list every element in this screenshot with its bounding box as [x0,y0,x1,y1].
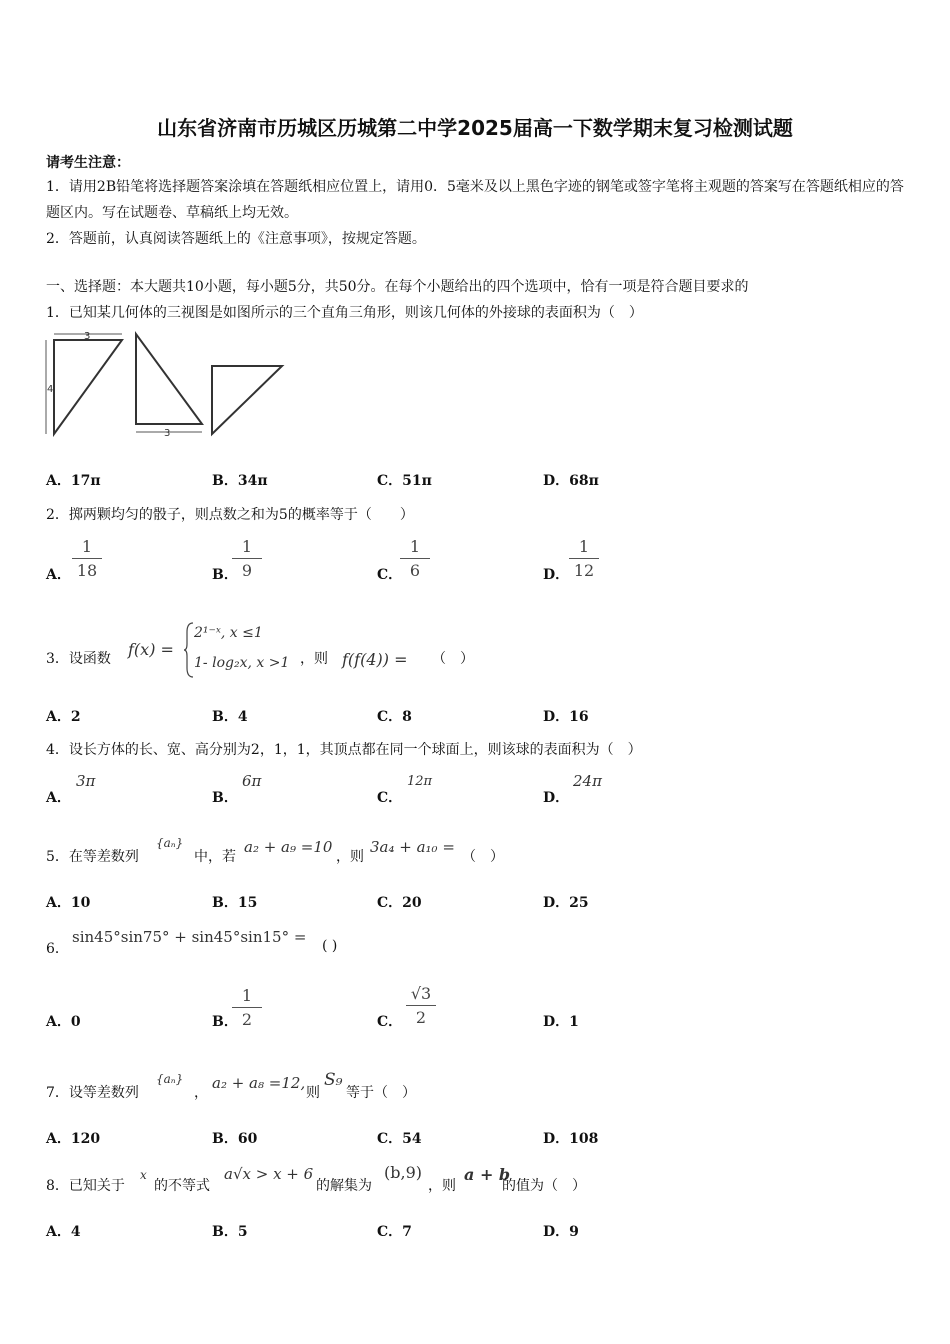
q8-suffix: 的值为（ ） [502,1178,586,1194]
q4-b-value: 6π [242,772,262,790]
q6-option-d: D．1 [543,1014,579,1030]
q3-suffix: （ ） [432,651,474,667]
q4-a-value: 3π [76,772,96,790]
q1-option-a: A．17π [46,473,101,489]
q5-text-3: ，则 [336,849,364,865]
question-7-prefix: 7．设等差数列 [46,1085,139,1101]
q2-option-a: A． [46,567,71,583]
three-view-figure [40,328,290,440]
q7-option-d: D．108 [543,1131,599,1147]
fig-side-label: 4 [47,384,54,395]
q3-case-1: 2¹⁻ˣ, x ≤1 [194,625,263,641]
notice-item-2: 2．答题前，认真阅读答题纸上的《注意事项》，按规定答题。 [46,231,426,247]
q4-option-a: A． [46,790,71,806]
q3-option-c: C．8 [377,709,412,725]
q8-option-c: C．7 [377,1224,412,1240]
q2-option-b: B． [212,567,238,583]
q8-a-plus-b: a + b [464,1165,511,1184]
q8-option-b: B．5 [212,1224,248,1240]
q7-sequence: {aₙ} [156,1072,184,1086]
q2-option-c: C． [377,567,403,583]
q5-suffix: （ ） [462,849,504,865]
q8-solution-set: (b,9) [384,1163,422,1182]
question-3-prefix: 3．设函数 [46,651,111,667]
q5-sequence: {aₙ} [156,836,184,850]
q8-variable: x [140,1168,147,1182]
q6-c-fraction: $\frac{√3}{2}$ [406,984,436,1027]
q7-text-2: ， [194,1085,208,1101]
q6-b-fraction: $\frac{1}{2}$ [232,986,262,1029]
q3-option-a: A．2 [46,709,81,725]
question-1-text: 1．已知某几何体的三视图是如图所示的三个直角三角形，则该几何体的外接球的表面积为（ ） [46,305,643,321]
q5-text-2: 中，若 [194,849,236,865]
q8-option-d: D．9 [543,1224,579,1240]
fig-bottom-label: 3 [164,428,171,439]
q7-option-c: C．54 [377,1131,422,1147]
q7-sum: S₉ [324,1070,343,1090]
fig-top-label: 3 [84,331,91,342]
q8-text-3: 的解集为 [316,1178,372,1194]
q4-option-b: B． [212,790,238,806]
q2-b-fraction: $\frac{1}{9}$ [232,537,262,580]
q6-suffix: ( ) [322,938,338,954]
q1-option-c: C．51π [377,473,432,489]
q6-option-b: B． [212,1014,238,1030]
q5-expression: 3a₄ + a₁₀ = [370,838,455,856]
q4-d-value: 24π [573,772,602,790]
page-title: 山东省济南市历城区历城第二中学2025届高一下数学期末复习检测试题 [157,116,793,140]
q5-option-b: B．15 [212,895,258,911]
q2-option-d: D． [543,567,570,583]
q8-inequality: a√x > x + 6 [224,1165,314,1183]
q7-option-a: A．120 [46,1131,101,1147]
notice-heading: 请考生注意： [46,155,130,171]
q2-a-fraction: $\frac{1}{18}$ [72,537,102,580]
q4-option-d: D． [543,790,570,806]
q3-mid: ，则 [300,651,328,667]
q6-expression: sin45°sin75° + sin45°sin15° = [72,928,307,946]
section-heading: 一、选择题：本大题共10小题，每小题5分，共50分。在每个小题给出的四个选项中，恰有一项是符合题目要求的 [46,279,749,295]
question-5-prefix: 5．在等差数列 [46,849,139,865]
q2-d-fraction: $\frac{1}{12}$ [569,537,599,580]
q3-option-b: B．4 [212,709,248,725]
q6-option-a: A．0 [46,1014,81,1030]
question-4-text: 4．设长方体的长、宽、高分别为2，1，1，其顶点都在同一个球面上，则该球的表面积为（ ） [46,742,642,758]
q7-text-3: 则 [306,1085,320,1101]
q8-text-2: 的不等式 [154,1178,210,1194]
q3-case-2: 1- log₂x, x >1 [194,655,290,671]
q2-c-fraction: $\frac{1}{6}$ [400,537,430,580]
q4-option-c: C． [377,790,403,806]
q3-function-name: f(x) = [128,640,174,659]
q5-option-d: D．25 [543,895,589,911]
q3-brace [184,622,194,678]
q7-suffix: 等于（ ） [346,1085,416,1101]
q5-option-a: A．10 [46,895,91,911]
q7-condition: a₂ + a₈ =12, [212,1074,306,1092]
q1-option-d: D．68π [543,473,599,489]
q4-c-value: 12π [407,774,433,789]
q8-option-a: A．4 [46,1224,81,1240]
q5-option-c: C．20 [377,895,422,911]
q8-text-4: ，则 [428,1178,456,1194]
question-6-number: 6． [46,941,69,957]
notice-item-1: 1．请用2B铅笔将选择题答案涂填在答题纸相应位置上，请用0．5毫米及以上黑色字迹的钢笔或签字笔将主观题的答案写在答题纸相应的答题区内。写在试题卷、草稿纸上均无效。 [46,179,904,221]
q7-option-b: B．60 [212,1131,258,1147]
q3-expression: f(f(4)) = [342,650,408,669]
question-2-text: 2．掷两颗均匀的骰子，则点数之和为5的概率等于（ ） [46,507,414,523]
q3-option-d: D．16 [543,709,589,725]
q1-option-b: B．34π [212,473,268,489]
q6-option-c: C． [377,1014,403,1030]
question-8-prefix: 8．已知关于 [46,1178,125,1194]
q5-condition: a₂ + a₉ =10 [244,838,333,856]
